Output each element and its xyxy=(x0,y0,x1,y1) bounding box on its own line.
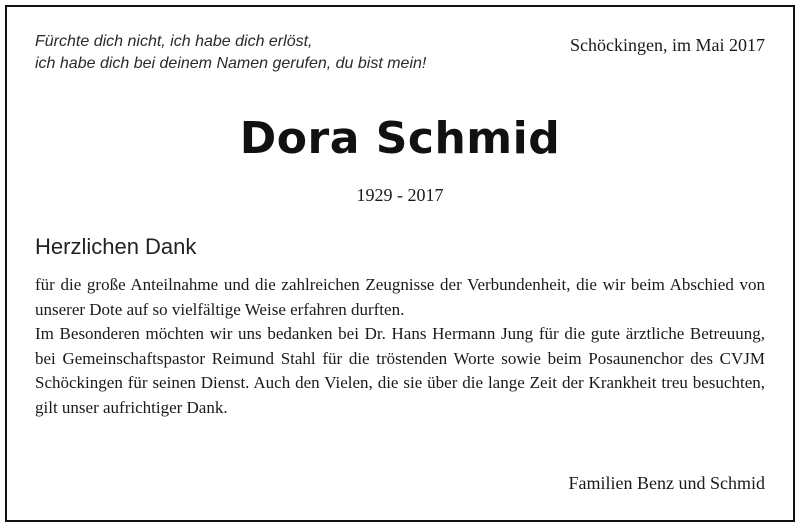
family-signature: Familien Benz und Schmid xyxy=(568,473,765,493)
bible-verse xyxy=(35,31,426,75)
thanks-text xyxy=(35,273,765,420)
thanks-paragraph-1: für die große Anteilnahme und die zahlreichen Zeugnisse der Verbundenheit, die wir beim Abschied von unserer Dote auf so vielfältige Weise erfahren durften. xyxy=(35,275,765,319)
verse-line-1: Fürchte dich nicht, ich habe dich erlöst, xyxy=(35,33,313,50)
thanks-heading: Herzlichen Dank xyxy=(35,234,197,259)
obituary-card xyxy=(5,5,795,522)
deceased-name: Dora Schmid xyxy=(239,113,561,164)
verse-line-2: ich habe dich bei deinem Namen gerufen, du bist mein! xyxy=(35,55,427,72)
life-years: 1929 - 2017 xyxy=(356,185,444,205)
place-date: Schöckingen, im Mai 2017 xyxy=(570,35,765,55)
thanks-paragraph-2: Im Besonderen möchten wir uns bedanken bei Dr. Hans Hermann Jung für die gute ärztliche Betreuung, bei Gemeinschaftspastor Reimund Stahl für die tröstenden Worte sowie beim Posaunenchor des CVJM Schöckingen für seinen Dienst. Auch den Vielen, die sie über die lange Zeit der Krankheit treu besuchten, gilt unser aufrichtiger Dank. xyxy=(35,324,765,417)
